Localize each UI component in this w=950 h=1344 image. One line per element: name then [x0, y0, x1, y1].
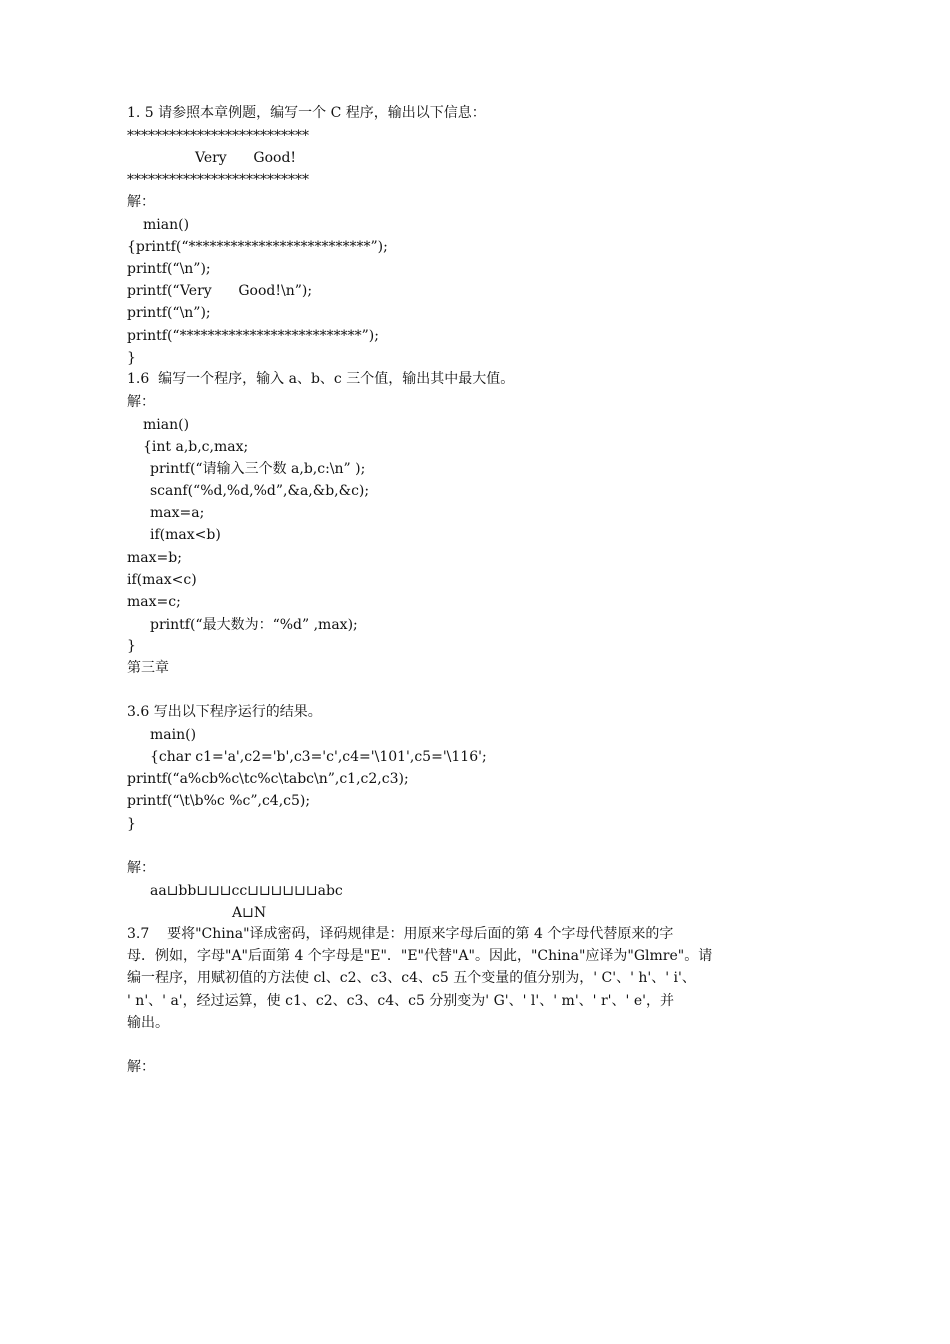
solution-label: 解： [127, 194, 155, 210]
very-good-line: Very Good! [195, 150, 297, 166]
code-line: mian() [143, 217, 190, 233]
code-line: mian() [143, 417, 190, 433]
code-line: max=b; [127, 550, 182, 566]
code-line: if(max<c) [127, 572, 197, 588]
output-line: aa⊔bb⊔⊔⊔cc⊔⊔⊔⊔⊔⊔abc [150, 883, 343, 899]
code-line: printf(“Very Good!\n”); [127, 283, 313, 299]
question-3-7-text: 输出。 [127, 1015, 169, 1031]
code-line: {printf(“**************************”); [127, 239, 388, 255]
question-1-6-title: 1.6 编写一个程序，输入 a、b、c 三个值，输出其中最大值。 [127, 371, 515, 387]
code-line: printf(“\n”); [127, 305, 211, 321]
code-line: max=c; [127, 594, 181, 610]
question-3-7-text: 编一程序，用赋初值的方法使 cl、c2、c3、c4、c5 五个变量的值分别为，' C'、' h'、' i'、 [127, 970, 696, 986]
code-line: } [127, 816, 136, 832]
code-line: printf(“a%cb%c\tc%c\tabc\n”,c1,c2,c3); [127, 771, 409, 787]
question-1-5-title: 1. 5 请参照本章例题，编写一个 C 程序，输出以下信息： [127, 105, 486, 121]
code-line: main() [150, 727, 197, 743]
code-line: max=a; [150, 505, 205, 521]
output-line: A⊔N [232, 905, 267, 921]
code-line: printf(“\t\b%c %c”,c4,c5); [127, 793, 311, 809]
question-3-7-text: 3.7 要将"China"译成密码，译码规律是：用原来字母后面的第 4 个字母代替原来的字 [127, 926, 674, 942]
question-3-7-text: ' n'、' a'，经过运算，使 c1、c2、c3、c4、c5 分别变为' G'、' l'、' m'、' r'、' e'，并 [127, 993, 674, 1009]
code-line: if(max<b) [150, 527, 221, 543]
code-line: } [127, 350, 136, 366]
solution-label: 解： [127, 394, 155, 410]
code-line: printf(“最大数为：“%d” ,max); [150, 617, 358, 633]
code-line: } [127, 638, 136, 654]
code-line: printf(“**************************”); [127, 328, 379, 344]
code-line: printf(“请输入三个数 a,b,c:\n” ); [150, 461, 366, 477]
question-3-6-title: 3.6 写出以下程序运行的结果。 [127, 704, 322, 720]
code-line: {char c1='a',c2='b',c3='c',c4='\101',c5='\116'; [150, 749, 487, 765]
question-3-7-text: 母．例如，字母"A"后面第 4 个字母是"E"．"E"代替"A"。因此，"China"应译为"Glmre"。请 [127, 948, 713, 964]
stars-line-bottom: ************************** [127, 172, 309, 188]
solution-label: 解： [127, 860, 155, 876]
code-line: printf(“\n”); [127, 261, 211, 277]
chapter-heading: 第三章 [127, 660, 169, 676]
code-line: {int a,b,c,max; [143, 439, 249, 455]
code-line: scanf(“%d,%d,%d”,&a,&b,&c); [150, 483, 370, 499]
stars-line-top: ************************** [127, 128, 309, 144]
solution-label: 解： [127, 1059, 155, 1075]
